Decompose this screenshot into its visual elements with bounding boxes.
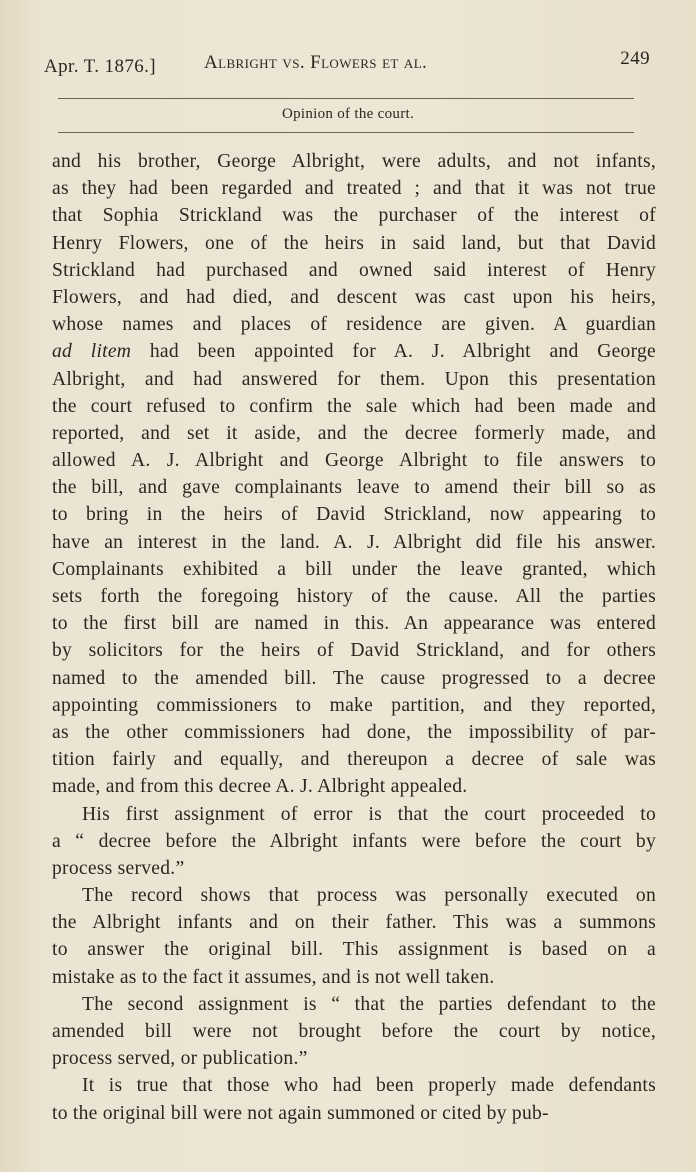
text-line: mistake as to the fact it assumes, and is not well taken.: [52, 966, 495, 988]
term-date: Apr. T. 1876.]: [44, 56, 157, 77]
paragraph: [52, 991, 656, 1073]
text-line: a “ decree before the Albright infants were before the court by: [52, 830, 656, 852]
text-line: process served, or publication.”: [52, 1048, 308, 1070]
text-line: have an interest in the land. A. J. Albright did file his answer.: [52, 531, 656, 553]
running-head: [44, 48, 650, 80]
text-line: that Sophia Strickland was the purchaser of the interest of: [52, 205, 656, 227]
text-line: to bring in the heirs of David Strickland, now appearing to: [52, 504, 656, 526]
text-line: to the first bill are named in this. An appearance was entered: [52, 613, 656, 635]
text-line: made, and from this decree A. J. Albright appealed.: [52, 776, 468, 798]
text-line: as they had been regarded and treated ; and that it was not true: [52, 178, 656, 200]
section-title: Opinion of the court.: [281, 106, 415, 122]
header-rule-top: [58, 98, 634, 99]
text-line: sets forth the foregoing history of the cause. All the parties: [52, 586, 656, 607]
text-line: Albright, and had answered for them. Upon this presentation: [52, 368, 656, 390]
text-line: The second assignment is “ that the parties defendant to the: [82, 993, 656, 1015]
text-line: as the other commissioners had done, the impossibility of par-: [52, 721, 656, 743]
text-line: whose names and places of residence are given. A guardian: [52, 314, 656, 336]
text-line: to answer the original bill. This assignment is based on a: [52, 939, 656, 961]
text-line: named to the amended bill. The cause progressed to a decree: [52, 667, 656, 689]
text-line: It is true that those who had been properly made defendants: [82, 1075, 656, 1097]
text-line: Complainants exhibited a bill under the leave granted, which: [52, 558, 656, 580]
page-number: 249: [620, 48, 650, 69]
text-line: Henry Flowers, one of the heirs in said land, but that David: [52, 232, 656, 254]
text-line: the court refused to confirm the sale which had been made and: [52, 395, 656, 417]
text-line: allowed A. J. Albright and George Albright to file answers to: [52, 450, 656, 472]
text-line: the Albright infants and on their father. This was a summons: [52, 912, 656, 934]
opinion-body: [52, 148, 656, 1127]
paragraph: [52, 882, 656, 991]
text-line: Flowers, and had died, and descent was cast upon his heirs,: [52, 286, 656, 308]
case-title: Albright vs. Flowers et al.: [204, 52, 428, 73]
paragraph: [52, 801, 656, 883]
text-line: amended bill were not brought before the court by notice,: [52, 1021, 656, 1042]
text-line: The record shows that process was personally executed on: [82, 885, 656, 907]
text-line: tition fairly and equally, and thereupon a decree of sale was: [52, 749, 656, 771]
text-line: process served.”: [52, 857, 185, 879]
text-line: His first assignment of error is that the court proceeded to: [82, 803, 656, 825]
header-rule-bottom: [58, 132, 634, 133]
text-line: to the original bill were not again summoned or cited by pub-: [52, 1102, 549, 1124]
text-line: ad litem had been appointed for A. J. Albright and George: [52, 341, 657, 363]
text-line: reported, and set it aside, and the decree formerly made, and: [52, 422, 656, 444]
paragraph: [52, 1072, 656, 1126]
text-line: and his brother, George Albright, were adults, and not infants,: [52, 151, 656, 172]
text-line: the bill, and gave complainants leave to amend their bill so as: [52, 477, 656, 499]
text-line: appointing commissioners to make partition, and they reported,: [52, 694, 656, 716]
paragraph: [52, 148, 656, 801]
text-line: by solicitors for the heirs of David Strickland, and for others: [52, 640, 656, 662]
text-line: Strickland had purchased and owned said interest of Henry: [52, 259, 656, 281]
